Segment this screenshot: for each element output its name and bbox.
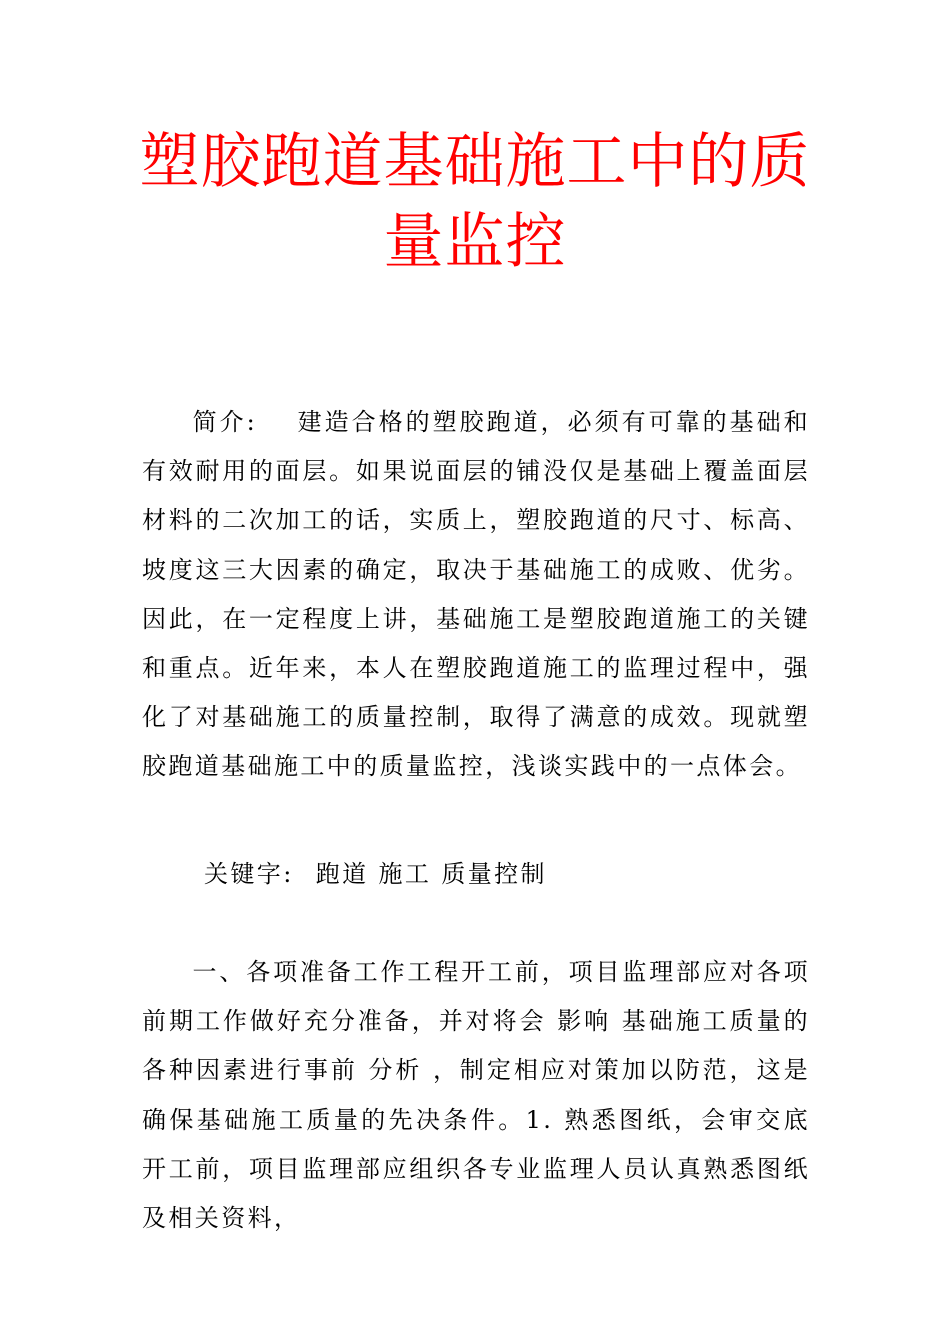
abstract-text: 建造合格的塑胶跑道，必须有可靠的基础和有效耐用的面层。如果说面层的铺没仅是基础上覆盖面层材料的二次加工的话，实质上，塑胶跑道的尺寸、标高、坡度这三大因素的确定，取决于基础施工的成败、优劣。因此，在一定程度上讲，基础施工是塑胶跑道施工的关键和重点。近年来，本人在塑胶跑道施工的监理过程中，强化了对基础施工的质量控制，取得了满意的成效。现就塑胶跑道基础施工中的质量监控，浅谈实践中的一点体会。	[142, 408, 810, 781]
keywords-text: 跑道 施工 质量控制	[315, 860, 547, 888]
abstract-label: 简介:	[192, 408, 258, 436]
keywords-label: 关键字:	[204, 860, 294, 888]
section-1-paragraph	[142, 948, 810, 1243]
title-line-1: 塑胶跑道基础施工中的质	[139, 127, 811, 197]
document-title	[0, 122, 950, 282]
keywords-paragraph	[142, 850, 810, 899]
section-1-text: 一、各项准备工作工程开工前，项目监理部应对各项前期工作做好充分准备，并对将会 影响 基础施工质量的各种因素进行事前 分析 ，制定相应对策加以防范，这是确保基础施工质量的先决条件。1. 熟悉图纸，会审交底开工前，项目监理部应组织各专业监理人员认真熟悉图纸及相关资料，	[142, 958, 810, 1233]
abstract-paragraph	[142, 398, 810, 792]
title-line-2: 量监控	[383, 207, 567, 277]
